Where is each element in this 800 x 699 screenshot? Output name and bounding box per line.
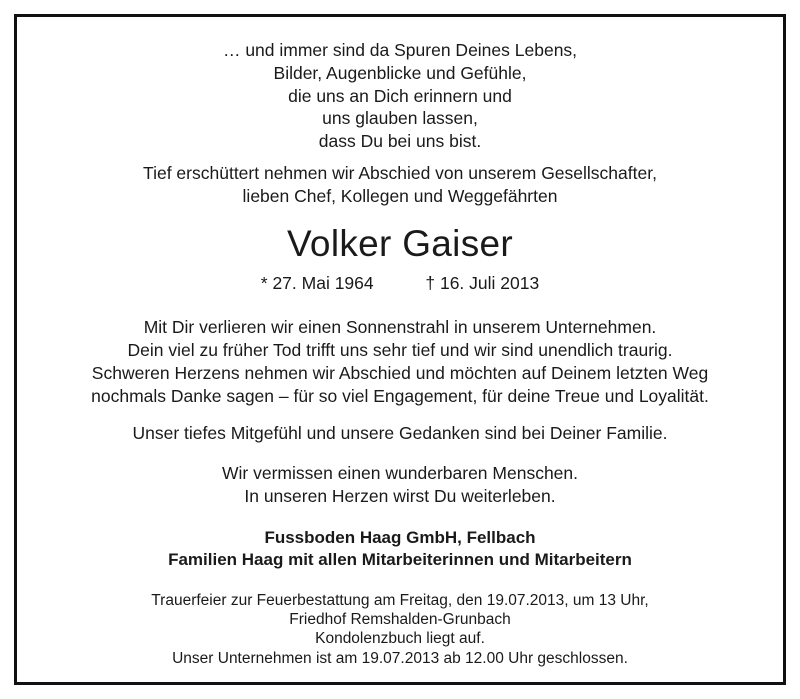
cemetery-name: Friedhof Remshalden-Grunbach — [289, 611, 511, 629]
tribute-line: Schweren Herzens nehmen wir Abschied und möchten auf Deinem letzten Weg — [91, 363, 709, 383]
funeral-service-info: Trauerfeier zur Feuerbestattung am Freitag, den 19.07.2013, um 13 Uhr, — [151, 592, 649, 609]
remembrance-text — [17, 462, 783, 508]
obituary-notice — [14, 14, 786, 685]
condolence-book-note: Kondolenzbuch liegt auf. — [315, 630, 485, 648]
signers — [17, 527, 783, 571]
quote-line: … und immer sind da Spuren Deines Lebens, — [222, 40, 578, 60]
funeral-details — [17, 591, 783, 668]
tribute-line: nochmals Danke sagen – für so viel Engagement, für deine Treue und Loyalität. — [91, 386, 709, 406]
life-dates — [17, 272, 783, 295]
farewell-intro — [17, 162, 783, 208]
tribute-text — [17, 316, 783, 408]
deceased-name: Volker Gaiser — [287, 223, 513, 264]
quote-line: uns glauben lassen, — [322, 108, 478, 129]
company-name: Fussboden Haag GmbH, Fellbach — [264, 528, 536, 547]
sympathy-line: Unser tiefes Mitgefühl und unsere Gedanken sind bei Deiner Familie. — [132, 423, 668, 443]
birth-date: * 27. Mai 1964 — [260, 273, 374, 293]
tribute-line: Mit Dir verlieren wir einen Sonnenstrahl in unserem Unternehmen. — [143, 317, 657, 337]
closure-notice: Unser Unternehmen ist am 19.07.2013 ab 12.00 Uhr geschlossen. — [172, 649, 628, 667]
quote-line: die uns an Dich erinnern und — [288, 85, 512, 106]
quote-line: dass Du bei uns bist. — [318, 131, 482, 152]
intro-line: lieben Chef, Kollegen und Weggefährten — [242, 186, 558, 206]
remembrance-line: Wir vermissen einen wunderbaren Menschen. — [222, 463, 578, 483]
intro-line: Tief erschüttert nehmen wir Abschied von unserem Gesellschafter, — [143, 163, 657, 183]
remembrance-line: In unseren Herzen wirst Du weiterleben. — [244, 486, 556, 506]
quote-line: Bilder, Augenblicke und Gefühle, — [273, 62, 527, 83]
opening-quote — [17, 39, 783, 153]
tribute-line: Dein viel zu früher Tod trifft uns sehr tief und wir sind unendlich traurig. — [127, 340, 673, 360]
family-and-staff: Familien Haag mit allen Mitarbeiterinnen und Mitarbeitern — [168, 550, 632, 569]
death-date: † 16. Juli 2013 — [425, 273, 540, 293]
